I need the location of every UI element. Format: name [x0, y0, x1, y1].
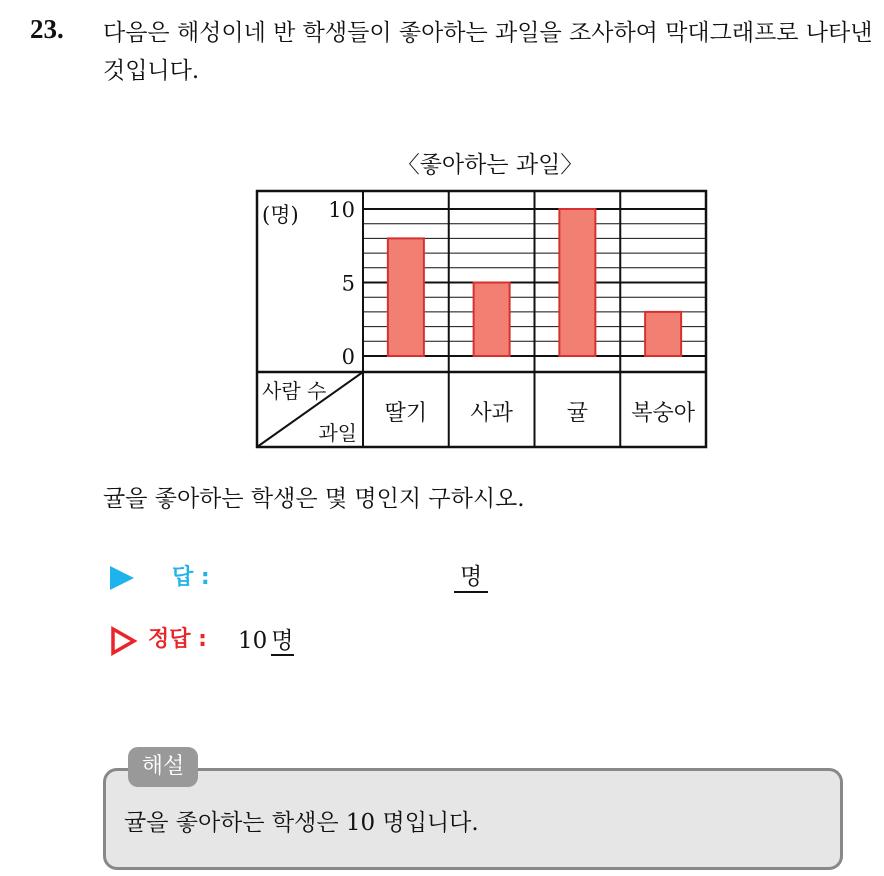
explanation-tab: 해설: [128, 747, 198, 787]
category-label: 사과: [470, 401, 513, 426]
category-label: 딸기: [384, 401, 428, 426]
answer-row: [110, 558, 610, 598]
answer-unit: 명: [460, 564, 483, 590]
question-prompt: 귤을 좋아하는 학생은 몇 명인지 구하시오.: [103, 486, 525, 512]
solution-unit: 명: [271, 628, 294, 654]
answer-label: 답 :: [172, 565, 210, 590]
solution-answer: [238, 622, 294, 655]
solution-label: 정답 :: [148, 627, 207, 652]
bar-1: [388, 238, 424, 356]
corner-label-top: 사람 수: [262, 379, 327, 403]
y-tick-label: 0: [341, 345, 355, 369]
chart-title: 〈좋아하는 과일〉: [396, 152, 584, 178]
question-text: 다음은 해성이네 반 학생들이 좋아하는 과일을 조사하여 막대그래프로 나타낸 것입니다.: [103, 20, 873, 84]
corner-label-bottom: 과일: [318, 421, 357, 445]
bar-4: [645, 312, 681, 356]
unit-label: (명): [262, 203, 299, 227]
bar-2: [474, 283, 510, 357]
play-arrow-icon: [110, 566, 134, 590]
question-number: 23.: [30, 14, 64, 44]
category-label: 복숭아: [631, 401, 696, 426]
bar-3: [559, 209, 595, 356]
answer-blank[interactable]: [454, 558, 488, 593]
solution-value: 10: [238, 628, 268, 654]
category-label: 귤: [566, 401, 589, 426]
y-tick-label: 10: [328, 198, 355, 222]
solution-row: [110, 620, 610, 660]
y-tick-label: 5: [341, 271, 355, 296]
explanation-text: 귤을 좋아하는 학생은 10 명입니다.: [124, 810, 479, 836]
outline-arrow-icon: [110, 626, 138, 656]
